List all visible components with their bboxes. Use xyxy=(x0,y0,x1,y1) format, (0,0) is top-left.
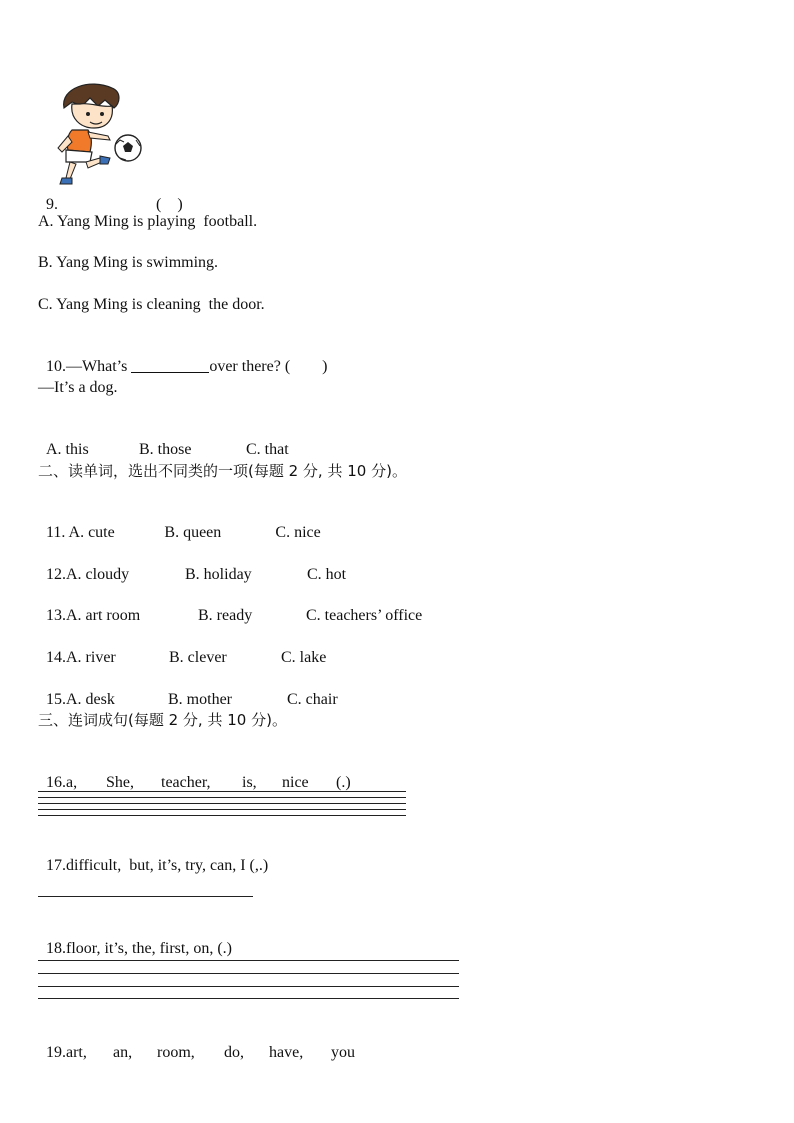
option-a: A. desk xyxy=(66,691,115,708)
option-b: B. holiday xyxy=(185,566,252,583)
question-number: 16. xyxy=(46,774,66,791)
question-15 xyxy=(38,670,338,710)
question-12 xyxy=(38,545,346,585)
option-c: C. hot xyxy=(307,566,347,583)
answer-line xyxy=(38,803,406,804)
question-11 xyxy=(38,503,321,543)
section-heading: 三、连词成句(每题 2 分, 共 10 分)。 xyxy=(38,711,287,729)
question-number: 17. xyxy=(46,857,66,874)
word: you xyxy=(331,1044,355,1061)
answer-line xyxy=(38,986,459,987)
question-words: floor, it’s, the, first, on, (.) xyxy=(66,940,232,957)
section-heading: 二、读单词，选出不同类的一项(每题 2 分, 共 10 分)。 xyxy=(38,462,407,480)
answer-line xyxy=(38,815,406,816)
option-a: A. river xyxy=(66,649,116,666)
question-14 xyxy=(38,628,326,668)
question-number: 11. xyxy=(46,524,66,541)
question-16 xyxy=(38,753,351,793)
option-a: A. cloudy xyxy=(66,566,130,583)
option-a: A. this xyxy=(46,441,89,458)
answer-blank xyxy=(131,358,209,373)
question-number: 18. xyxy=(46,940,66,957)
word: is, xyxy=(242,774,257,791)
options-row xyxy=(38,420,289,460)
answer-line: —It’s a dog. xyxy=(38,379,118,396)
option-c: C. Yang Ming is cleaning the door. xyxy=(38,296,265,313)
option-a: A. Yang Ming is playing football. xyxy=(38,213,258,230)
answer-line xyxy=(38,960,459,961)
answer-line xyxy=(38,973,459,974)
option-b: B. mother xyxy=(168,691,232,708)
question-9 xyxy=(38,175,183,215)
word: art, xyxy=(66,1044,87,1061)
question-text: 10.—What’s xyxy=(46,358,132,375)
question-number: 19. xyxy=(46,1044,66,1061)
option-c: C. chair xyxy=(287,691,338,708)
option-c: C. teachers’ office xyxy=(306,607,423,624)
word: She, xyxy=(106,774,134,791)
question-18 xyxy=(38,919,232,959)
boy-kicking-football-icon xyxy=(50,78,145,190)
word: have, xyxy=(269,1044,304,1061)
word: an, xyxy=(113,1044,133,1061)
question-words: difficult, but, it’s, try, can, I (,.) xyxy=(66,857,269,874)
question-number: 9. xyxy=(46,196,58,213)
word: teacher, xyxy=(161,774,211,791)
answer-line xyxy=(38,998,459,999)
answer-line xyxy=(38,791,406,792)
question-number: 14. xyxy=(46,649,66,666)
option-b: B. ready xyxy=(198,607,253,624)
question-17 xyxy=(38,836,268,876)
question-13 xyxy=(38,586,422,626)
option-a: A. cute xyxy=(65,524,115,541)
word: room, xyxy=(157,1044,195,1061)
answer-line xyxy=(38,809,406,810)
option-b: B. Yang Ming is swimming. xyxy=(38,254,219,271)
option-c: C. that xyxy=(246,441,289,458)
word: a, xyxy=(66,774,78,791)
option-a: A. art room xyxy=(66,607,141,624)
question-19 xyxy=(38,1023,355,1063)
question-number: 12. xyxy=(46,566,66,583)
answer-line xyxy=(38,896,253,897)
answer-paren: ( ) xyxy=(156,196,183,213)
word: (.) xyxy=(336,774,351,791)
question-10 xyxy=(38,337,328,377)
question-number: 15. xyxy=(46,691,66,708)
word: nice xyxy=(282,774,309,791)
question-number: 13. xyxy=(46,607,66,624)
option-c: C. nice xyxy=(275,524,321,541)
option-c: C. lake xyxy=(281,649,327,666)
answer-line xyxy=(38,797,406,798)
option-b: B. those xyxy=(139,441,192,458)
option-b: B. queen xyxy=(164,524,222,541)
option-b: B. clever xyxy=(169,649,227,666)
question-text-end: over there? ( ) xyxy=(209,358,328,375)
word: do, xyxy=(224,1044,244,1061)
